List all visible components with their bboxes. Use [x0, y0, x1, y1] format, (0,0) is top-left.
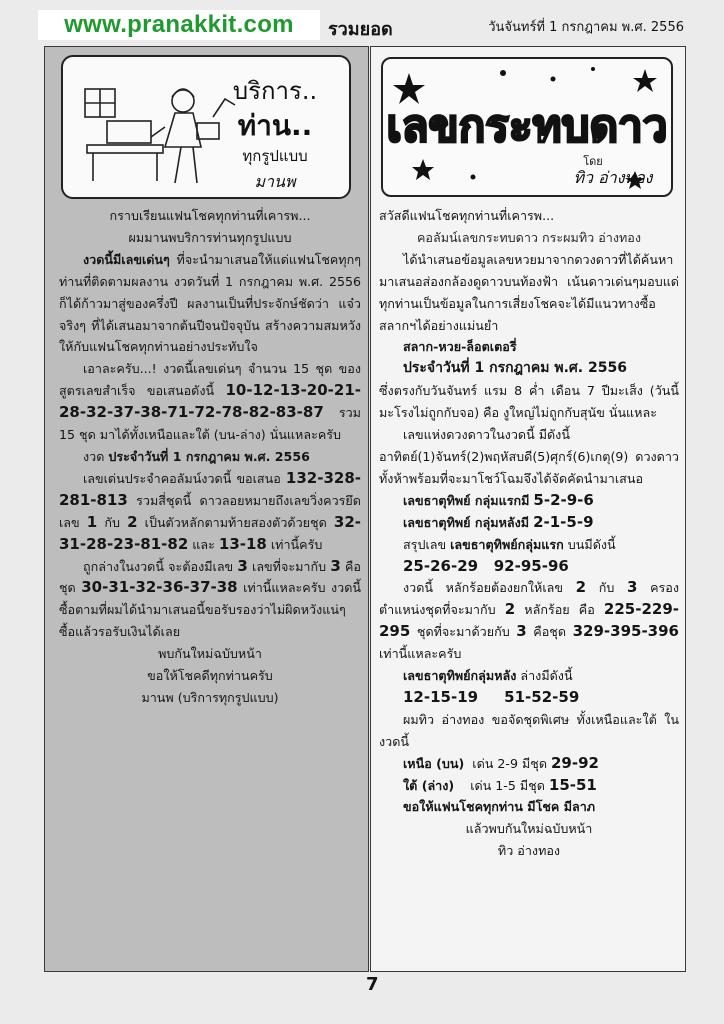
- right-intro: ได้นำเสนอข้อมูลเลขหวยมาจากดวงดาวที่ได้ค้นหามาเสนอส่องกล้องดูดาวบนท้องฟ้า เน้นดาวเด่นๆมอบแด่ทุกท่านเป็นข้อมูลในการเสี่ยงโชคจะได้มีแนวทางซื้อสลากฯได้อย่างแม่นยำ: [379, 251, 679, 333]
- right-column: [370, 46, 686, 972]
- right-article: [379, 205, 679, 862]
- left-closing-1: พบกันใหม่ฉบับหน้า: [158, 646, 262, 662]
- banner-signature: มานพ: [254, 172, 296, 191]
- star-icon: [412, 159, 434, 180]
- cartoon-illustration: [63, 57, 349, 197]
- south-line: ใต้ (ล่าง) เด่น 1-5 มีชุด 15-51: [403, 775, 597, 794]
- north-line: เหนือ (บน) เด่น 2-9 มีชุด 29-92: [403, 753, 599, 772]
- banner-title: เลขกระทบดาว: [386, 101, 668, 152]
- left-column: [44, 46, 369, 972]
- right-closing-1: ขอให้แฟนโชคทุกท่าน มีโชค มีลาภ: [403, 799, 596, 815]
- left-greeting-1: กราบเรียนแฟนโชคทุกท่านที่เคารพ...: [109, 208, 311, 223]
- right-banner: [381, 57, 673, 197]
- monitor-shape: [107, 121, 151, 143]
- banner-line-3: ทุกรูปแบบ: [242, 147, 308, 165]
- right-closing-3: ทิว อ่างทอง: [497, 843, 561, 859]
- star-dot-icon: [551, 77, 556, 82]
- magazine-brand: รวมยอด: [328, 19, 393, 40]
- left-paragraph-1: งวดนี้มีเลขเด่นๆ ที่จะนำมาเสนอให้แด่แฟนโชคทุกๆ ท่านที่ติดตามผลงาน งวดวันที่ 1 กรกฎาคม พ.ศ. 2556 ก็ได้ก้าวมาสู่ของครึ่งปี ผลงานเป็นที่ประจักษ์ชัดว่า แจ๋วจริงๆ ที่ได้เสนอมาจากต้นปีจนปัจจุบัน สร้างความสมหวังให้กับแฟนโชคทุกท่านอย่างประทับใจ: [59, 251, 361, 355]
- star-icon: [633, 69, 657, 92]
- site-url[interactable]: www.pranakkit.com: [38, 10, 320, 40]
- summary-numbers: 25-26-29 92-95-96: [403, 556, 569, 575]
- lottery-heading: สลาก-หวย-ล็อตเตอรี่: [403, 339, 517, 355]
- banner-byline-small: โดย: [583, 155, 603, 168]
- right-closing-2: แล้วพบกันใหม่ฉบับหน้า: [465, 821, 593, 837]
- special-paragraph: ผมทิว อ่างทอง ขอจัดชุดพิเศษ ทั้งเหนือและใต้ ในงวดนี้: [379, 711, 679, 749]
- left-article: [59, 205, 361, 709]
- planets-line-2: อาทิตย์(1)จันทร์(2)พฤหัสบดี(5)ศุกร์(6)เกตุ(9) ดวงดาวทั้งห้าพร้อมที่จะมาโชว์โฉมจึงได้จัดคัดนำมาเสนอ: [379, 448, 679, 486]
- group-2: เลขธาตุทิพย์ กลุ่มหลังมี 2-1-5-9: [403, 512, 594, 531]
- star-dot-icon: [591, 67, 595, 71]
- banner-line-2: ท่าน..: [237, 109, 313, 142]
- person-body: [165, 113, 201, 147]
- left-closing-2: ขอให้โชคดีทุกท่านครับ: [147, 668, 273, 684]
- left-paragraph-2: เอาละครับ...! งวดนี้เลขเด่นๆ จำนวน 15 ชุด ของสูตรเลขสำเร็จ ขอเสนอดังนี้ 10-12-13-20-21-28-32-37-38-71-72-78-82-83-87 รวม 15 ชุด มาได้ทั้งเหนือและใต้ (บน-ล่าง) นั่นแหละครับ: [59, 361, 361, 443]
- left-paragraph-4: ถูกล่างในงวดนี้ จะต้องมีเลข 3 เลขที่จะมากับ 3 คือชุด 30-31-32-36-37-38 เท่านี้แหละครับ งวดนี้ซื้อตามที่ผมได้นำมาเสนอนี้ขอรับรองว่าไม่ผิดหวังแน่ๆ ซื้อแล้วรอรับเงินได้เลย: [59, 556, 361, 640]
- desk-top: [87, 145, 163, 153]
- issue-date: วันจันทร์ที่ 1 กรกฎาคม พ.ศ. 2556: [488, 20, 684, 35]
- stars-title-graphic: [383, 59, 671, 195]
- left-banner: [61, 55, 351, 199]
- right-greeting: สวัสดีแฟนโชคทุกท่านที่เคารพ...: [379, 208, 555, 223]
- draw-heading: ประจำวันที่ 1 กรกฎาคม พ.ศ. 2556: [403, 360, 627, 377]
- star-dot-icon: [500, 70, 506, 76]
- left-paragraph-3: เลขเด่นประจำคอลัมน์งวดนี้ ขอเสนอ 132-328-281-813 รวมสี่ชุดนี้ ดาวลอยหมายถึงเลขวิ่งควรยึดเลข 1 กับ 2 เป็นตัวหลักตามท้ายสองตัวด้วยชุด 32-31-28-23-81-82 และ 13-18 เท่านี้ครับ: [59, 468, 361, 553]
- lower-numbers: 12-15-19 51-52-59: [403, 687, 580, 706]
- planets-line-1: เลขแห่งดวงดาวในงวดนี้ มีดังนี้: [403, 427, 570, 443]
- group-1: เลขธาตุทิพย์ กลุ่มแรกมี 5-2-9-6: [403, 490, 594, 509]
- left-greeting-2: ผมมานพบริการท่านทุกรูปแบบ: [128, 229, 292, 245]
- hundreds-paragraph: งวดนี้ หลักร้อยต้องยกให้เลข 2 กับ 3 ครองตำแหน่งชุดที่จะมากับ 2 หลักร้อย คือ 225-229-295 ชุดที่จะมาด้วยกับ 3 คือชุด 329-395-396 เท่านี้แหละครับ: [379, 578, 679, 662]
- star-icon: [393, 73, 425, 104]
- lower-group-line: เลขธาตุทิพย์กลุ่มหลัง ล่างมีดังนี้: [403, 668, 573, 684]
- summary-line: สรุปเลข เลขธาตุทิพย์กลุ่มแรก บนมีดังนี้: [403, 536, 616, 552]
- right-column-title: คอลัมน์เลขกระทบดาว กระผมทิว อ่างทอง: [416, 229, 642, 245]
- left-draw-heading: งวด ประจำวันที่ 1 กรกฎาคม พ.ศ. 2556: [83, 448, 310, 464]
- left-closing-3: มานพ (บริการทุกรูปแบบ): [141, 689, 279, 705]
- star-dot-icon: [471, 175, 476, 180]
- page-number: 7: [366, 974, 379, 995]
- draw-info: ซึ่งตรงกับวันจันทร์ แรม 8 ค่ำ เดือน 7 ปีมะเส็ง (วันนี้มะโรงไม่ถูกกับจอ) คือ งูใหญ่ไม่ถูกกับสุนัข นั่นแหละ: [379, 383, 679, 421]
- banner-line-1: บริการ..: [232, 77, 318, 105]
- banner-byline: ทิว อ่างทอง: [573, 168, 653, 187]
